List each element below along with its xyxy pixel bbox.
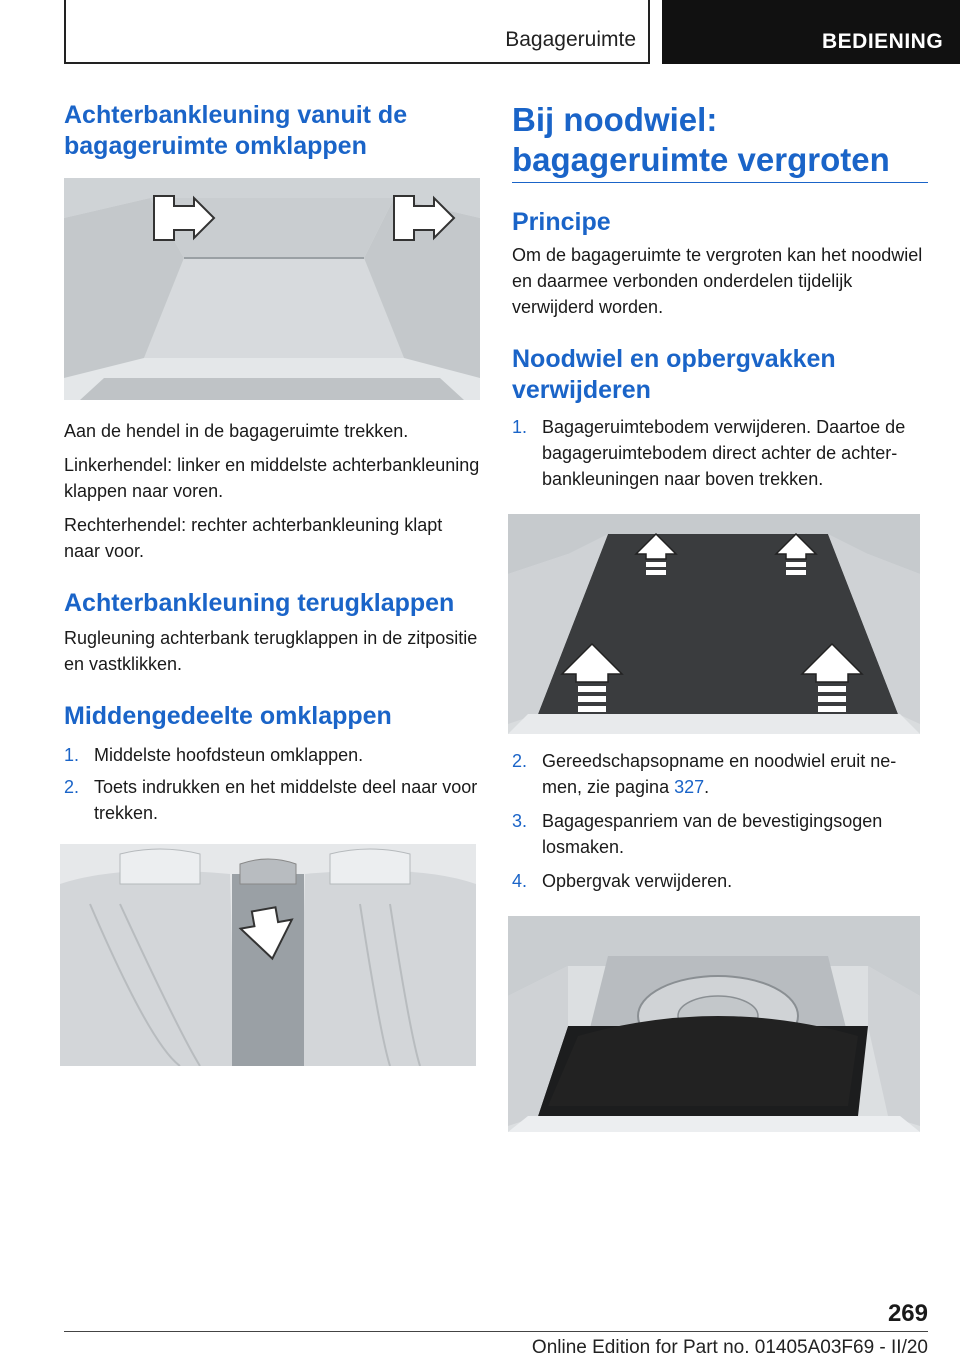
list-text: Bagagespanriem van de bevestigingsogen losmaken. xyxy=(542,811,883,857)
list-item xyxy=(512,808,928,860)
list-item xyxy=(64,774,480,826)
figure-spare-wheel-well xyxy=(508,916,920,1132)
paragraph-right-lever: Rechterhendel: rechter achterbankleuning klapt naar voor. xyxy=(64,515,443,561)
list-item xyxy=(512,414,928,492)
paragraph-principle: Om de bagageruimte te vergroten kan het noodwiel en daarmee verbonden onderdelen tijdelijk verwijderd worden. xyxy=(512,245,923,317)
list-number: 1. xyxy=(512,417,528,437)
heading-fold-middle: Middengedeelte omklappen xyxy=(64,702,392,730)
footer-edition: Online Edition for Part no. 01405A03F69 - II/20 xyxy=(531,1337,928,1358)
list-number: 4. xyxy=(512,871,528,891)
page-number: 269 xyxy=(887,1300,928,1327)
heading-fold-back: Achterbankleuning terugklappen xyxy=(64,589,455,617)
list-text-end: . xyxy=(704,777,710,797)
list-text: Opbergvak verwijderen. xyxy=(542,871,733,891)
figure-rear-seat-middle xyxy=(60,844,476,1066)
list-text: Bagageruimtebodem verwijderen. Daartoe de bagageruimtebodem direct achter de achterbankleuningen naar boven trekken. xyxy=(542,417,906,489)
right-column xyxy=(512,100,928,1132)
list-number: 2. xyxy=(64,777,80,797)
list-item xyxy=(512,868,928,894)
paragraph-left-lever: Linkerhendel: linker en middelste achterbankleuning klappen naar voren. xyxy=(64,455,480,501)
left-column xyxy=(64,100,480,1066)
heading-remove-spare-wheel: Noodwiel en opbergvakken verwijderen xyxy=(512,345,836,404)
heading-fold-from-trunk: Achterbankleuning vanuit de bagageruimte omklappen xyxy=(64,101,408,160)
list-number: 1. xyxy=(64,745,80,765)
paragraph-fold-back: Rugleuning achterbank terugklappen in de zitpositie en vastklikken. xyxy=(64,628,478,674)
header-section-title: Bagageruimte xyxy=(505,28,636,51)
page-reference-link[interactable]: 327 xyxy=(674,777,705,797)
figure-trunk-levers xyxy=(64,178,480,400)
header-chapter-tab: BEDIENING xyxy=(662,0,960,64)
list-item xyxy=(64,742,480,768)
list-item xyxy=(512,748,928,800)
list-number: 3. xyxy=(512,811,528,831)
paragraph-pull-lever: Aan de hendel in de bagageruimte trekken. xyxy=(64,421,409,441)
heading-principle: Principe xyxy=(512,208,611,236)
figure-trunk-floor-lift xyxy=(508,514,920,734)
footer-divider xyxy=(64,1331,928,1332)
title-enlarge-trunk: Bij noodwiel: bagageruimte vergroten xyxy=(512,101,890,178)
list-number: 2. xyxy=(512,751,528,771)
list-text: Toets indrukken en het middelste deel naar voor trekken. xyxy=(94,777,478,823)
list-text: Middelste hoofdsteun omklappen. xyxy=(94,745,364,765)
list-text: Gereedschapsopname en noodwiel eruit nemen, zie pagina xyxy=(542,751,897,797)
